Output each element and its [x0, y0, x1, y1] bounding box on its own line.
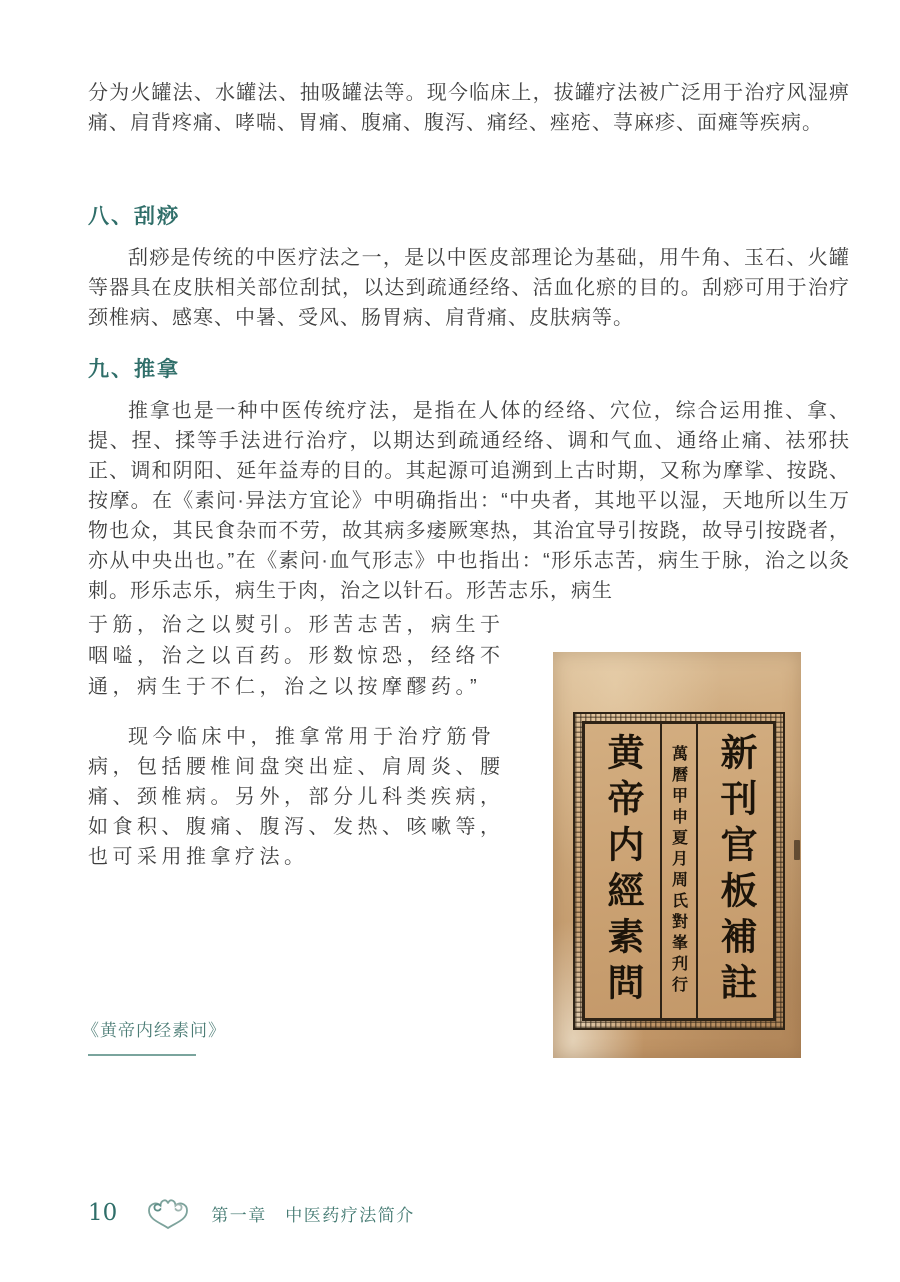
chapter-label: 第一章 中医药疗法简介: [211, 1205, 415, 1225]
section-heading-guasha: 八、刮痧: [88, 205, 180, 228]
book-cover-image: [553, 652, 801, 1058]
figure-caption: 《黄帝内经素问》: [82, 1021, 226, 1040]
page-footer: [88, 1194, 415, 1232]
paragraph-tuina-clinical: 现今临床中，推拿常用于治疗筋骨病，包括腰椎间盘突出症、肩周炎、腰痛、颈椎病。另外，部分儿科类疾病，如食积、腹痛、腹泻、发热、咳嗽等，也可采用推拿疗法。: [88, 726, 505, 868]
paragraph-guasha: 刮痧是传统的中医疗法之一，是以中医皮部理论为基础，用牛角、玉石、火罐等器具在皮肤相关部位刮拭，以达到疏通经络、活血化瘀的目的。刮痧可用于治疗颈椎病、感寒、中暑、受风、肠胃病、肩背痛、皮肤病等。: [88, 247, 850, 329]
page-number: 10: [88, 1200, 118, 1226]
section-heading-tuina: 九、推拿: [88, 358, 180, 381]
caption-underline: [88, 1054, 196, 1056]
cloud-motif-icon: [145, 1194, 191, 1232]
paragraph-tuina-wrap: 于筋，治之以熨引。形苦志苦，病生于咽嗌，治之以百药。形数惊恐，经络不通，病生于不仁，治之以按摩醪药。”: [88, 614, 505, 698]
cover-imprint-column: 萬曆甲申夏月周氏對峯刋行: [660, 724, 698, 1018]
page-edge-mark: [794, 840, 800, 860]
paragraph-tuina-full: 推拿也是一种中医传统疗法，是指在人体的经络、穴位，综合运用推、拿、提、捏、揉等手法进行治疗，以期达到疏通经络、调和气血、通络止痛、祛邪扶正、调和阴阳、延年益寿的目的。其起源可追溯到上古时期，又称为摩挲、按跷、按摩。在《素问·异法方宜论》中明确指出：“中央者，其地平以湿，天地所以生万物也众，其民食杂而不劳，故其病多痿厥寒热，其治宜导引按跷，故导引按跷者，亦从中央出也。”在《素问·血气形志》中也指出：“形乐志苦，病生于脉，治之以灸刺。形乐志乐，病生于肉，治之以针石。形苦志乐，病生: [88, 400, 850, 602]
cover-title-right-column: 新刊官板補註: [714, 733, 758, 1009]
cover-fret-border: [573, 712, 785, 1030]
cover-title-left-column: 黄帝内經素問: [601, 733, 645, 1009]
cover-inner-frame: [582, 721, 776, 1021]
paragraph-cupping-continuation: 分为火罐法、水罐法、抽吸罐法等。现今临床上，拔罐疗法被广泛用于治疗风湿痹痛、肩背疼痛、哮喘、胃痛、腹痛、腹泻、痛经、痤疮、荨麻疹、面瘫等疾病。: [88, 82, 850, 134]
